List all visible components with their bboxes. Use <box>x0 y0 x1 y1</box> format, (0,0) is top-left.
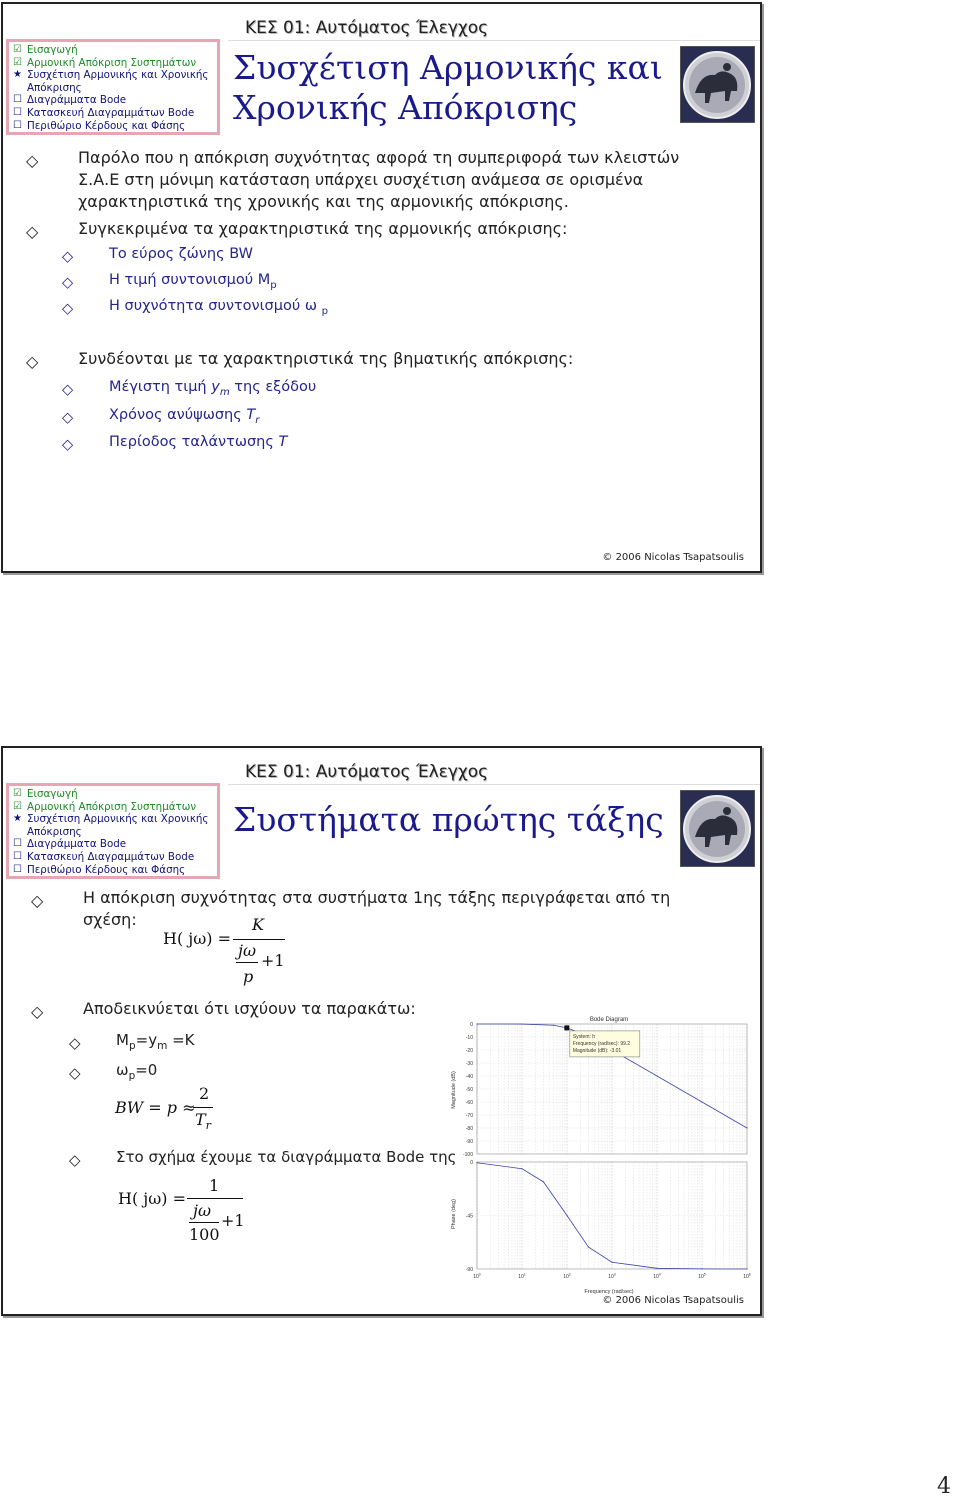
checkbox-empty-icon: ☐ <box>13 94 22 106</box>
nav-item-intro[interactable]: ☑ Εισαγωγή <box>13 788 78 800</box>
nav-item-correlation-cont: Απόκρισης <box>27 81 82 94</box>
phase-data-point <box>521 1168 522 1169</box>
phase-data-point <box>588 1247 589 1248</box>
nav-item-bode-construction[interactable]: ☐ Κατασκευή Διαγραμμάτων Bode <box>13 850 195 863</box>
phase-data-point <box>543 1181 544 1182</box>
slide-2: ΚΕΣ 01: Αυτόματος Έλεγχος ☑ Εισαγωγή ☑ Αρμονική Απόκριση Συστημάτων ★ Συσχέτιση Αρμονικής και Χρονικής Απόκρισης ☐ Διαγράμματα Bode ☐ Κατασκευή Διαγραμμάτων Bode ☐ Περιθώριο Κέρδους και Φάσης Συστήματα πρώτης τάξης ◇ Η απόκριση συχνότητας στα συστήματα 1ης τάξης περιγράφεται από τη σχέση: H( jω) = K jω +1 p ◇ Αποδεικνύεται ότι ισχύουν τα παρακάτω: ◇ $M_p=y_m =K$ ◇ $\omega_p=0$ BW = p ≈ 2 $T_r$ ◇ Στο σχήμα έχουμε τα διαγράμματα Bode της H( jω) = 1 jω +1 100 Bode Diagram Magnitude (dB) Phase (deg) Frequency (rad/sec) 0 -10 -20 -30 -40 -50 -60 -70 -80 -90 -100 0 -45 -90 $10^0$ $10^1$ $10^2$ $10^3$ $10^4$ $10^5$ $10^6$ System: h Frequency (rad/sec): 99.2 Magnitude (dB): -3.01 © 2006 Nicolas Tsapatsoulis <box>1 746 762 1316</box>
checkbox-empty-icon: ☐ <box>13 119 22 131</box>
checkbox-empty-icon: ☐ <box>13 863 22 875</box>
magnitude-tick-label: -20 <box>465 1047 473 1054</box>
diamond-bullet-icon: ◇ <box>62 301 74 317</box>
diamond-bullet-icon: ◇ <box>62 410 74 426</box>
copyright: © 2006 Nicolas Tsapatsoulis <box>602 552 744 563</box>
course-header: ΚΕΣ 01: Αυτόματος Έλεγχος <box>245 18 489 38</box>
diamond-bullet-icon: ◇ <box>26 222 39 241</box>
coin-logo-icon <box>680 46 755 123</box>
datatip-text: Magnitude (dB): -3.01 <box>572 1047 622 1054</box>
nav-item-harmonic[interactable]: ☑ Αρμονική Απόκριση Συστημάτων <box>13 56 197 69</box>
phase-data-point <box>611 1262 612 1263</box>
diamond-bullet-icon: ◇ <box>31 1002 44 1021</box>
star-icon: ★ <box>13 813 22 825</box>
phase-tick-label: 0 <box>470 1159 473 1166</box>
sub-bullet-tr: ◇ Χρόνος ανύψωσης $T_r$ <box>62 407 260 426</box>
slide-title: Συστήματα πρώτης τάξης <box>233 800 664 839</box>
frequency-tick-label: $10^0$ <box>473 1272 481 1280</box>
phase-data-point <box>476 1162 477 1163</box>
star-icon: ★ <box>13 69 22 81</box>
header-divider <box>228 40 760 41</box>
magnitude-data-point <box>656 1075 657 1076</box>
nav-item-bode-construction[interactable]: ☐ Κατασκευή Διαγραμμάτων Bode <box>13 106 195 119</box>
checkbox-checked-icon: ☑ <box>13 788 22 799</box>
page-number: 4 <box>937 1474 951 1499</box>
nav-item-intro[interactable]: ☑ Εισαγωγή <box>13 44 78 56</box>
bode-plot-area <box>463 1022 751 1280</box>
magnitude-tick-label: -90 <box>465 1138 473 1145</box>
diamond-bullet-icon: ◇ <box>69 1034 81 1052</box>
frequency-tick-label: $10^5$ <box>698 1272 706 1280</box>
bullet-2: ◇ Αποδεικνύεται ότι ισχύουν τα παρακάτω: <box>31 999 416 1021</box>
diamond-bullet-icon: ◇ <box>62 382 74 398</box>
copyright: © 2006 Nicolas Tsapatsoulis <box>602 1295 744 1306</box>
slide-1 <box>1 2 762 573</box>
bullet-3: ◇ Συνδέονται με τα χαρακτηριστικά της βηματικής απόκρισης: <box>26 349 574 371</box>
bullet-bode-figure: ◇ Στο σχήμα έχουμε τα διαγράμματα Bode της <box>69 1148 457 1169</box>
diamond-bullet-icon: ◇ <box>26 151 39 170</box>
datatip-text: System: h <box>572 1033 596 1040</box>
diamond-bullet-icon: ◇ <box>69 1064 81 1082</box>
magnitude-axis-label: Magnitude (dB) <box>451 1071 457 1109</box>
checkbox-checked-icon: ☑ <box>13 800 22 812</box>
magnitude-tick-label: -50 <box>465 1086 473 1093</box>
bullet-1: ◇ Παρόλο που η απόκριση συχνότητας αφορά τη συμπεριφορά των κλειστών Σ.Α.Ε στη μόνιμη κατάσταση υπάρχει συσχέτιση ανάμεσα σε ορισμένα χαρακτηριστικά της χρονικής και της αρμονικής απόκρισης. <box>26 148 680 211</box>
diamond-bullet-icon: ◇ <box>62 275 74 291</box>
nav-item-bode[interactable]: ☐ Διαγράμματα Bode <box>13 94 127 107</box>
magnitude-tick-label: -30 <box>465 1060 473 1067</box>
magnitude-tick-label: -80 <box>465 1125 473 1132</box>
frequency-tick-label: $10^2$ <box>563 1272 571 1280</box>
sub-bullet-bw: ◇ Το εύρος ζώνης BW <box>62 246 253 265</box>
frequency-tick-label: $10^4$ <box>653 1272 661 1280</box>
nav-item-harmonic[interactable]: ☑ Αρμονική Απόκριση Συστημάτων <box>13 800 197 813</box>
nav-item-margins[interactable]: ☐ Περιθώριο Κέρδους και Φάσης <box>13 863 186 876</box>
frequency-axis-label: Frequency (rad/sec) <box>584 1289 634 1295</box>
slide-nav-box <box>6 39 220 135</box>
checkbox-empty-icon: ☐ <box>13 106 22 118</box>
magnitude-tick-label: 0 <box>470 1021 473 1028</box>
datatip-text: Frequency (rad/sec): 99.2 <box>572 1040 631 1047</box>
checkbox-checked-icon: ☑ <box>13 44 22 55</box>
frequency-tick-label: $10^6$ <box>743 1272 751 1280</box>
phase-data-point <box>656 1268 657 1269</box>
nav-item-correlation-cont: Απόκρισης <box>27 825 82 838</box>
phase-axis-label: Phase (deg) <box>451 1199 457 1229</box>
nav-item-bode[interactable]: ☐ Διαγράμματα Bode <box>13 838 127 851</box>
diamond-bullet-icon: ◇ <box>31 891 44 910</box>
phase-tick-label: -45 <box>465 1213 473 1220</box>
nav-item-correlation[interactable]: ★ Συσχέτιση Αρμονικής και Χρονικής <box>13 69 209 82</box>
magnitude-tick-label: -70 <box>465 1112 473 1119</box>
relation-wp: ◇ $\omega_p=0$ <box>69 1061 158 1082</box>
sub-bullet-t: ◇ Περίοδος ταλάντωσης T <box>62 434 288 453</box>
magnitude-tick-label: -60 <box>465 1099 473 1106</box>
phase-tick-label: -90 <box>465 1266 473 1273</box>
course-header: ΚΕΣ 01: Αυτόματος Έλεγχος <box>245 762 489 782</box>
coin-logo-icon <box>680 790 755 867</box>
magnitude-tick-label: -10 <box>465 1034 473 1041</box>
datatip-marker <box>564 1025 569 1030</box>
magnitude-data-point <box>476 1023 477 1024</box>
frequency-tick-label: $10^3$ <box>608 1272 616 1280</box>
magnitude-data-point <box>553 1025 554 1026</box>
phase-data-point <box>746 1268 747 1269</box>
magnitude-data-point <box>701 1101 702 1102</box>
diamond-bullet-icon: ◇ <box>62 437 74 453</box>
diamond-bullet-icon: ◇ <box>26 352 39 371</box>
slide-title: Συσχέτιση Αρμονικής και Χρονικής Απόκρισης <box>233 48 663 127</box>
sub-bullet-mp: ◇ Η τιμή συντονισμού $M_p$ <box>62 272 277 291</box>
relation-mp-ym: ◇ $M_p=y_m =K$ <box>69 1031 195 1052</box>
checkbox-empty-icon: ☐ <box>13 838 22 850</box>
bullet-1: ◇ Η απόκριση συχνότητας στα συστήματα 1ης τάξης περιγράφεται από τη σχέση: <box>31 888 671 929</box>
diamond-bullet-icon: ◇ <box>69 1151 81 1169</box>
sub-bullet-ym: ◇ Μέγιστη τιμή $y_m$ της εξόδου <box>62 379 317 398</box>
header-divider <box>228 784 760 785</box>
magnitude-data-point <box>521 1023 522 1024</box>
phase-data-point <box>566 1215 567 1216</box>
checkbox-empty-icon: ☐ <box>13 850 22 862</box>
sub-bullet-wp: ◇ Η συχνότητα συντονισμού ω $_p$ <box>62 298 329 317</box>
bode-diagram-chart <box>445 1010 757 1300</box>
frequency-tick-label: $10^1$ <box>518 1272 526 1280</box>
magnitude-data-point <box>746 1127 747 1128</box>
slide-nav-box <box>6 783 220 879</box>
diamond-bullet-icon: ◇ <box>62 249 74 265</box>
magnitude-tick-label: -40 <box>465 1073 473 1080</box>
checkbox-checked-icon: ☑ <box>13 56 22 68</box>
nav-item-margins[interactable]: ☐ Περιθώριο Κέρδους και Φάσης <box>13 119 186 132</box>
bullet-2: ◇ Συγκεκριμένα τα χαρακτηριστικά της αρμονικής απόκρισης: <box>26 219 568 241</box>
phase-data-point <box>701 1268 702 1269</box>
nav-item-correlation[interactable]: ★ Συσχέτιση Αρμονικής και Χρονικής <box>13 813 209 826</box>
chart-title: Bode Diagram <box>589 1017 629 1023</box>
magnitude-tick-label: -100 <box>462 1151 473 1158</box>
